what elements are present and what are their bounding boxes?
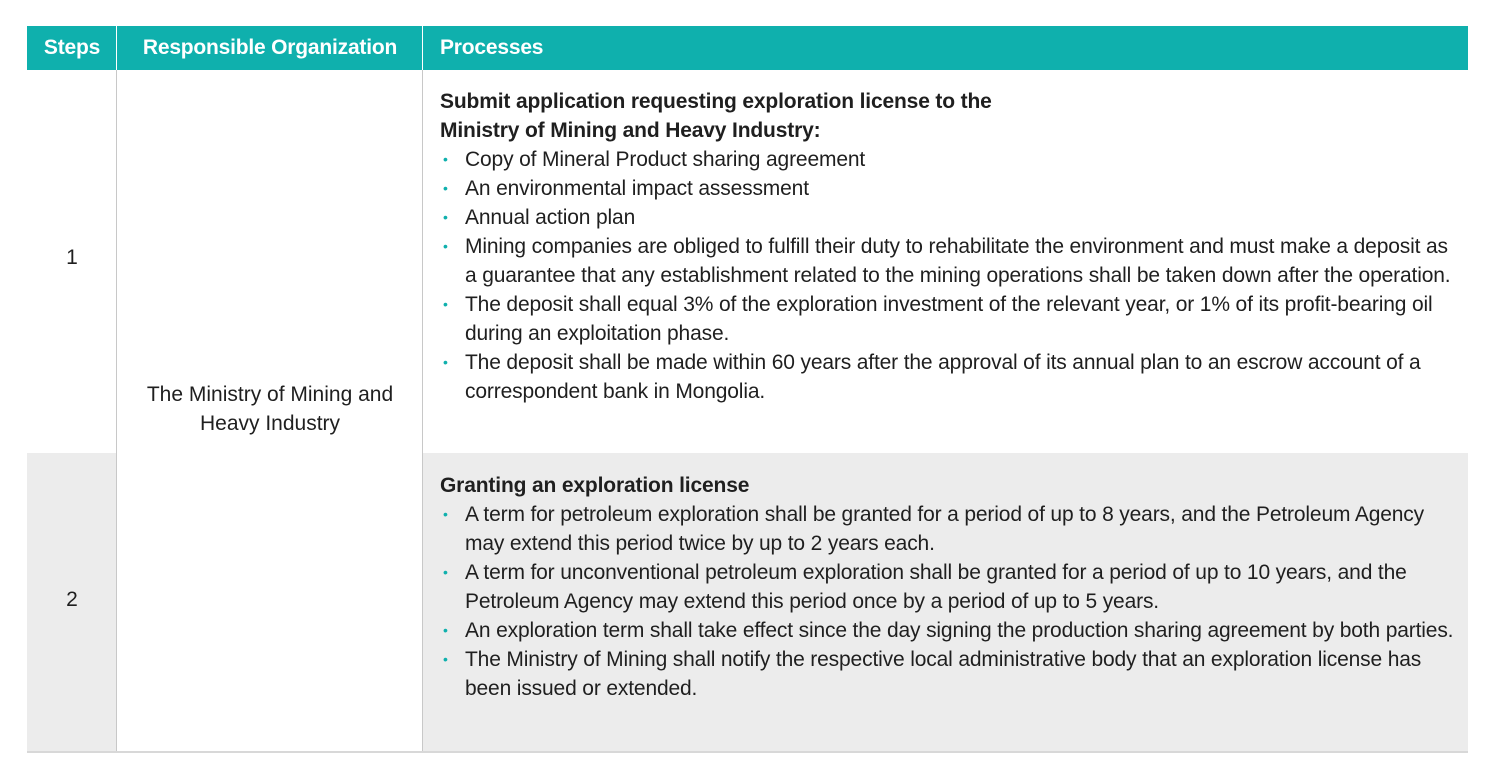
list-item-text: A term for petroleum exploration shall be granted for a period of up to 8 years, and the Petroleum Agency may extend this period twice by up to 2 years each.: [465, 503, 1424, 555]
list-item: [440, 290, 1460, 348]
list-item-text: The deposit shall equal 3% of the exploration investment of the relevant year, or 1% of its profit-bearing oil during an exploitation phase.: [465, 293, 1433, 345]
step-number: 1: [66, 246, 78, 269]
header-organization: Responsible Organization: [142, 36, 398, 59]
list-item: [440, 558, 1460, 616]
header-divider: [422, 26, 423, 70]
header-processes: Processes: [440, 36, 544, 59]
list-item-text: The Ministry of Mining shall notify the respective local administrative body that an exploration license has been issued or extended.: [465, 648, 1422, 700]
bullet-icon: •: [443, 209, 448, 225]
exploration-license-table: [27, 26, 1468, 753]
table-header: [27, 26, 1468, 70]
process-title: Granting an exploration license: [440, 474, 750, 497]
list-item: [440, 145, 1460, 174]
bullet-icon: •: [443, 564, 448, 580]
list-item-text: Copy of Mineral Product sharing agreement: [465, 148, 866, 171]
list-item-text: A term for unconventional petroleum exploration shall be granted for a period of up to 10 years, and the Petroleum Agency may extend this period once by a period of up to 5 years.: [465, 561, 1407, 613]
list-item-text: The deposit shall be made within 60 years after the approval of its annual plan to an escrow account of a correspondent bank in Mongolia.: [465, 351, 1421, 403]
header-steps: Steps: [43, 36, 101, 59]
list-item-text: Annual action plan: [465, 206, 636, 229]
bullet-icon: •: [443, 622, 448, 638]
bullet-icon: •: [443, 180, 448, 196]
bullet-icon: •: [443, 506, 448, 522]
process-list: [440, 500, 1460, 703]
process-step-1: [440, 87, 1460, 406]
process-title: Submit application requesting exploration license to the: [440, 90, 992, 113]
list-item: [440, 174, 1460, 203]
responsible-organization: The Ministry of Mining and Heavy Industry: [146, 383, 394, 435]
table-bottom-border: [27, 751, 1468, 753]
list-item: [440, 203, 1460, 232]
bullet-icon: •: [443, 354, 448, 370]
process-list: [440, 145, 1460, 406]
process-title: Ministry of Mining and Heavy Industry:: [440, 119, 821, 142]
bullet-icon: •: [443, 238, 448, 254]
bullet-icon: •: [443, 296, 448, 312]
list-item: [440, 616, 1460, 645]
step-number: 2: [66, 588, 78, 611]
list-item-text: An environmental impact assessment: [465, 177, 809, 200]
list-item: [440, 645, 1460, 703]
list-item-text: Mining companies are obliged to fulfill their duty to rehabilitate the environment and must make a deposit as a guarantee that any establishment related to the mining operations shall be taken down after the operation.: [465, 235, 1451, 287]
bullet-icon: •: [443, 151, 448, 167]
list-item: [440, 500, 1460, 558]
list-item-text: An exploration term shall take effect since the day signing the production sharing agreement by both parties.: [465, 619, 1454, 642]
list-item: [440, 232, 1460, 290]
list-item: [440, 348, 1460, 406]
bullet-icon: •: [443, 651, 448, 667]
process-step-2: [440, 471, 1460, 703]
